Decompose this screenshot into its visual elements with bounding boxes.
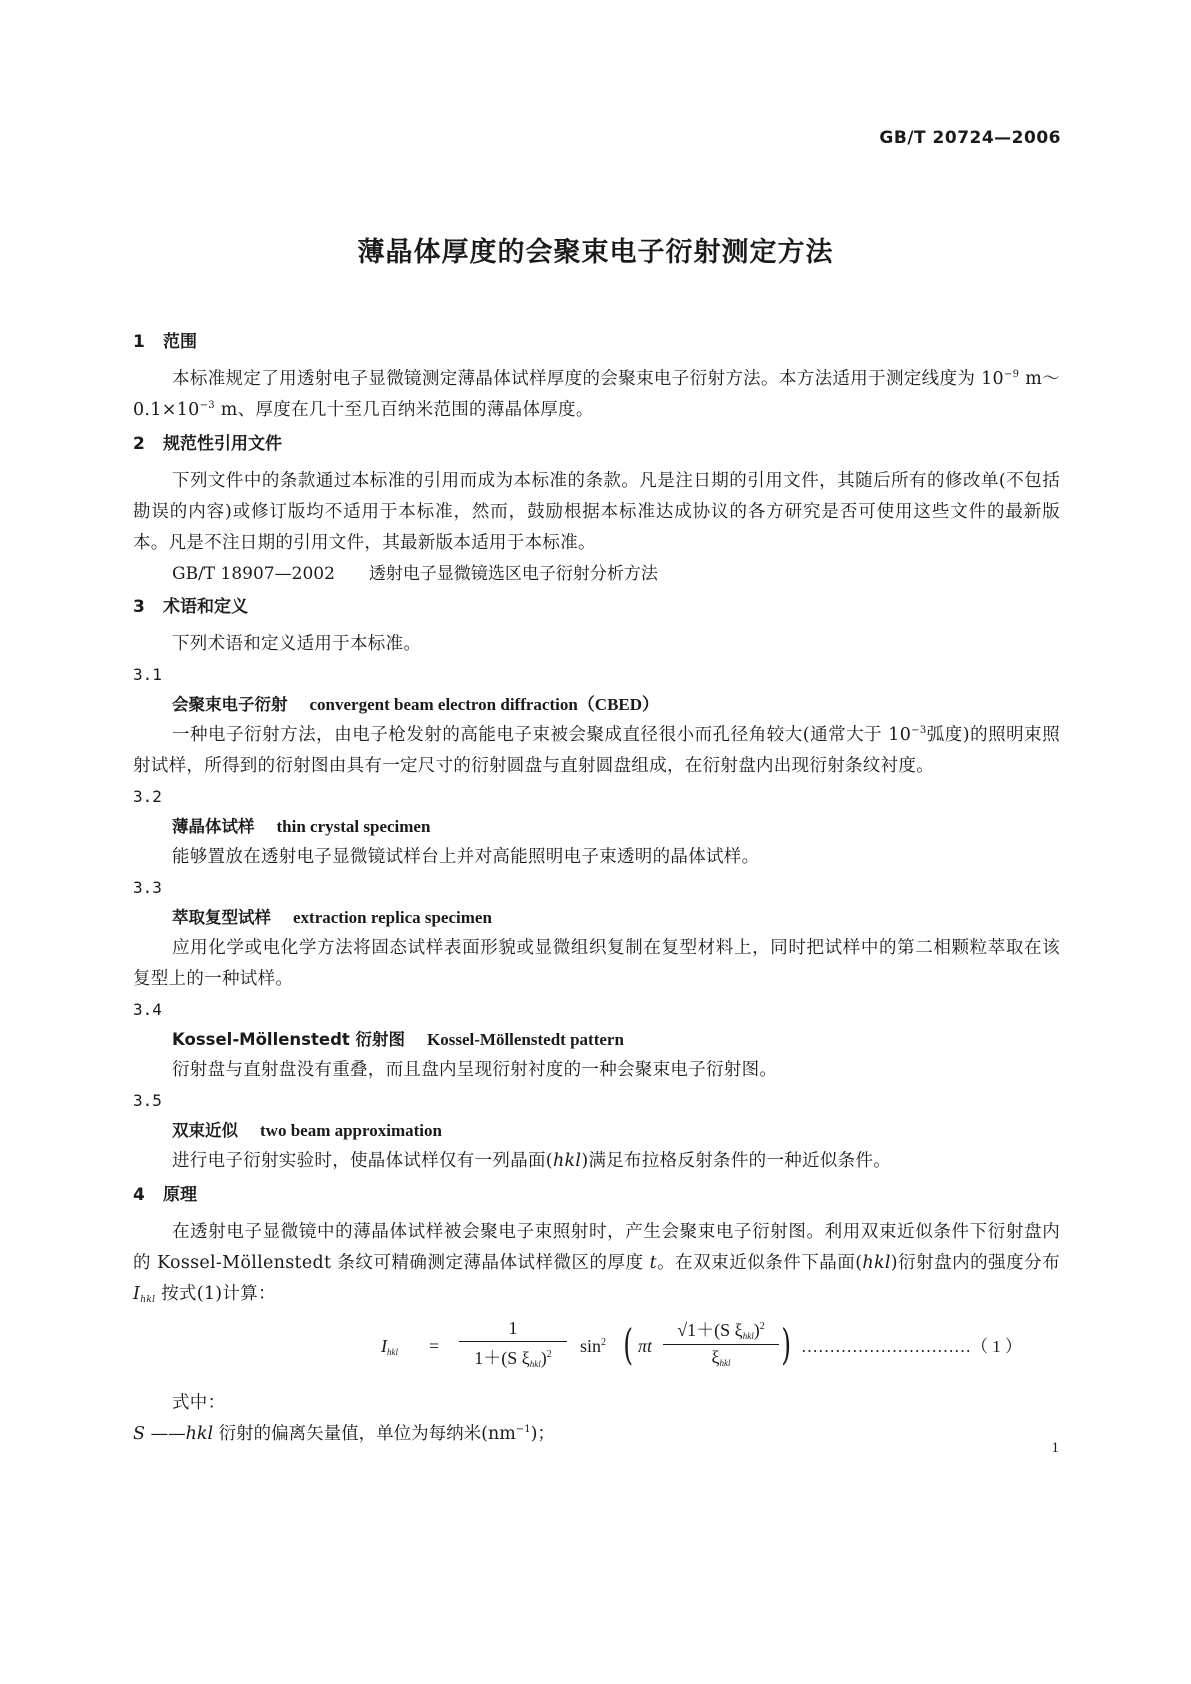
text-run: 弧度)的照明束照射试样，所得到的衍射图由具有一定尺寸的衍射圆盘与直射圆盘组成，在衍射盘内出现衍射条纹衬度。	[133, 725, 1060, 776]
italic-symbol: hkl	[862, 1253, 891, 1273]
term-heading	[133, 903, 1060, 933]
equation-lhs	[381, 1336, 398, 1357]
term-zh: Kossel-Möllenstedt 衍射图	[172, 1030, 406, 1049]
section-number: 4	[133, 1185, 145, 1205]
exponent: −3	[199, 400, 215, 411]
italic-symbol: t	[649, 1253, 657, 1273]
section-1-paragraph	[133, 364, 1060, 426]
exponent: −1	[515, 1424, 531, 1435]
section-3-heading	[133, 595, 1060, 619]
term-heading	[133, 1116, 1060, 1146]
term-definition	[133, 1146, 1060, 1177]
text-run: 进行电子衍射实验时，使晶体试样仅有一列晶面(	[172, 1151, 553, 1171]
text-run: 一种电子衍射方法，由电子枪发射的高能电子束被会聚成直径很小而孔径角较大(通常大于 10	[172, 725, 912, 745]
text-run: 1＋(S ξ	[474, 1348, 530, 1368]
right-paren: )	[781, 1320, 792, 1369]
section-4-heading	[133, 1183, 1060, 1207]
exponent: 2	[759, 1321, 765, 1332]
section-number: 1	[133, 332, 145, 352]
section-title: 范围	[163, 332, 197, 352]
term-heading	[133, 812, 1060, 842]
text-run: )满足布拉格反射条件的一种近似条件。	[581, 1151, 892, 1171]
term-number: 3.5	[133, 1091, 162, 1110]
exponent: −9	[1004, 369, 1020, 380]
equals-sign: =	[429, 1336, 440, 1356]
sine-function	[580, 1336, 606, 1357]
numerator	[663, 1316, 779, 1345]
document-title: 薄晶体厚度的会聚束电子衍射测定方法	[357, 237, 834, 268]
page-number: 1	[1051, 1440, 1059, 1456]
pi-t: πt	[638, 1336, 653, 1356]
text-run: m～0.1×10	[133, 369, 1060, 420]
document-body	[133, 330, 1060, 1450]
term-zh: 薄晶体试样	[172, 817, 255, 836]
subscript: hkl	[140, 1295, 156, 1305]
subscript: hkl	[742, 1331, 754, 1341]
equation-1	[133, 1316, 1060, 1384]
exponent: 2	[546, 1349, 552, 1360]
text-run: 衍射的偏离矢量值，单位为每纳米(nm	[213, 1424, 516, 1444]
equation-number: …………………………（ 1 ）	[801, 1337, 1022, 1356]
section-4-paragraph	[133, 1217, 1060, 1310]
section-title: 原理	[163, 1185, 197, 1205]
term-definition: 能够置放在透射电子显微镜试样台上并对高能照明电子束透明的晶体试样。	[172, 847, 760, 867]
section-1-heading	[133, 330, 1060, 354]
text-run: ξ	[711, 1347, 720, 1367]
term-heading	[133, 690, 1060, 720]
section-2-heading	[133, 432, 1060, 456]
term-number: 3.1	[133, 665, 162, 684]
term-heading	[133, 1025, 1060, 1055]
where-label: 式中：	[172, 1393, 226, 1413]
term-definition	[133, 720, 1060, 782]
text-run: sin	[580, 1336, 602, 1356]
left-paren: (	[623, 1320, 634, 1369]
text-run: 在透射电子显微镜中的薄晶体试样被会聚电子束照射时，产生会聚束电子衍射图。利用双束近似条件下衍射盘内的 Kossel-Möllenstedt 条纹可精确测定薄晶体试样微区的厚度	[133, 1222, 1060, 1273]
subscript: hkl	[387, 1347, 398, 1357]
text-run: 本标准规定了用透射电子显微镜测定薄晶体试样厚度的会聚束电子衍射方法。本方法适用于测定线度为 10	[172, 369, 1004, 389]
section-3-intro: 下列术语和定义适用于本标准。	[172, 634, 422, 654]
reference-code: GB/T 18907—2002	[172, 564, 335, 584]
term-en: convergent beam electron diffraction（CBED）	[309, 695, 660, 714]
term-number: 3.4	[133, 1000, 162, 1019]
fraction-1	[459, 1318, 567, 1370]
term-zh: 会聚束电子衍射	[172, 695, 288, 714]
text-run: √1＋(S ξ	[677, 1320, 743, 1340]
denominator	[663, 1345, 779, 1368]
exponent: 2	[601, 1337, 607, 1348]
term-en: extraction replica specimen	[293, 908, 492, 927]
denominator	[459, 1342, 567, 1370]
text-run: 。在双束近似条件下晶面(	[656, 1253, 863, 1273]
symbol: I	[381, 1336, 387, 1356]
subscript: hkl	[719, 1358, 731, 1368]
section-number: 3	[133, 597, 145, 617]
normative-reference	[133, 559, 1060, 589]
italic-symbol: I	[133, 1284, 141, 1304]
text-run: m、厚度在几十至几百纳米范围的薄晶体厚度。	[214, 400, 594, 420]
exponent: −3	[911, 725, 927, 736]
term-en: thin crystal specimen	[276, 817, 431, 836]
term-en: two beam approximation	[260, 1121, 442, 1140]
term-zh: 萃取复型试样	[172, 908, 271, 927]
text-run: )衍射盘内的强度分布	[890, 1253, 1060, 1273]
italic-symbol: hkl	[185, 1424, 214, 1444]
standard-number: GB/T 20724—2006	[879, 128, 1061, 148]
term-definition: 应用化学或电化学方法将固态试样表面形貌或显微组织复制在复型材料上，同时把试样中的第二相颗粒萃取在该复型上的一种试样。	[133, 938, 1060, 989]
text-run: 按式(1)计算：	[155, 1284, 276, 1304]
reference-title: 透射电子显微镜选区电子衍射分析方法	[368, 564, 658, 584]
section-2-paragraph: 下列文件中的条款通过本标准的引用而成为本标准的条款。凡是注日期的引用文件，其随后所有的修改单(不包括勘误的内容)或修订版均不适用于本标准，然而，鼓励根据本标准达成协议的各方研究是否可使用这些文件的最新版本。凡是不注日期的引用文件，其最新版本适用于本标准。	[133, 471, 1060, 553]
text-run: )	[540, 1348, 547, 1368]
fraction-2	[663, 1316, 779, 1368]
numerator: 1	[459, 1318, 567, 1342]
term-number: 3.3	[133, 878, 162, 897]
italic-symbol: hkl	[552, 1151, 582, 1171]
term-definition: 衍射盘与直射盘没有重叠，而且盘内呈现衍射衬度的一种会聚束电子衍射图。	[172, 1060, 778, 1080]
section-number: 2	[133, 434, 145, 454]
subscript: hkl	[529, 1359, 541, 1369]
text-run: )；	[530, 1424, 555, 1444]
italic-symbol: S	[133, 1424, 145, 1444]
text-run: )	[753, 1320, 760, 1340]
term-zh: 双束近似	[172, 1121, 238, 1140]
text-run: ——	[145, 1424, 186, 1444]
section-title: 术语和定义	[163, 597, 248, 617]
term-en: Kossel-Möllenstedt pattern	[427, 1030, 624, 1049]
section-title: 规范性引用文件	[163, 434, 282, 454]
term-number: 3.2	[133, 787, 162, 806]
variable-definition	[133, 1419, 1060, 1450]
